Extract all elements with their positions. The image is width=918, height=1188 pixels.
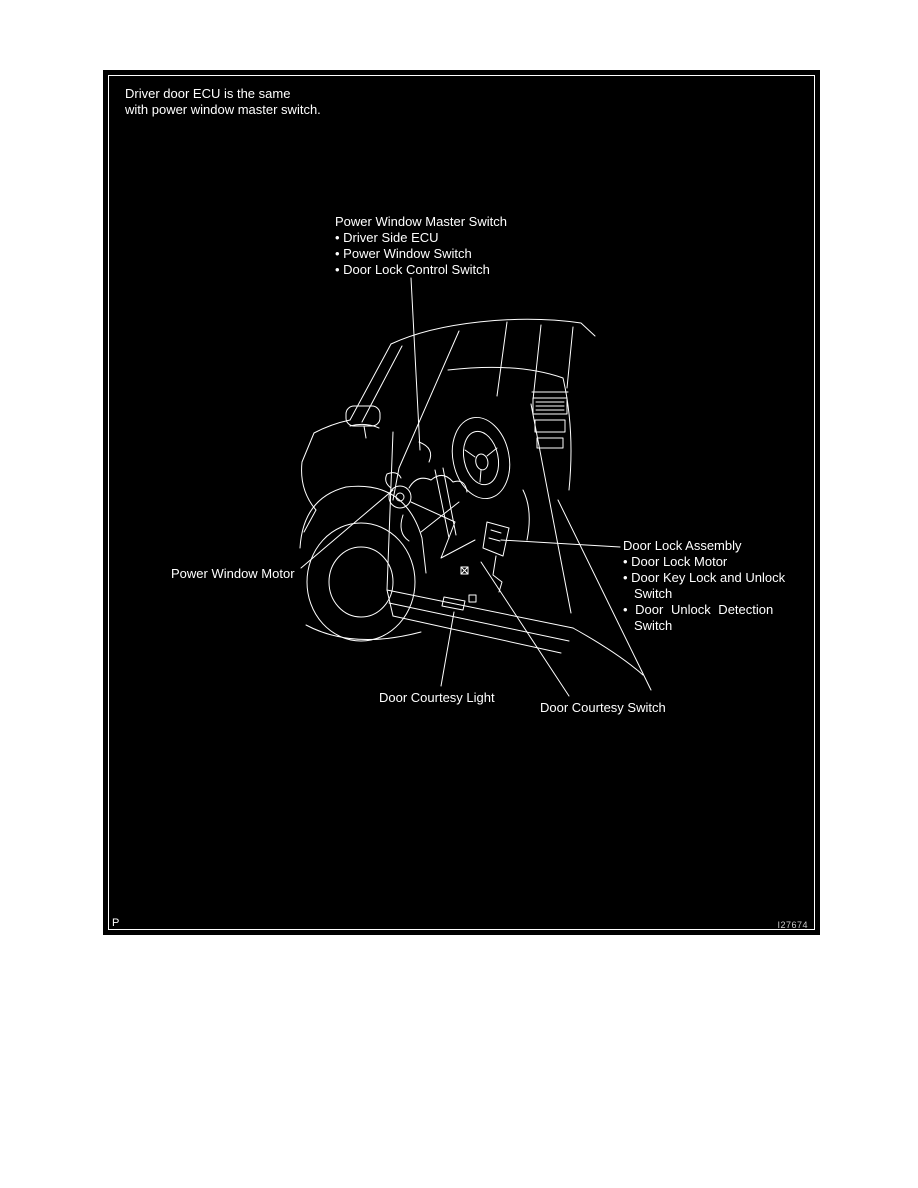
leader-door-courtesy-light — [441, 612, 454, 686]
callout-title: Power Window Master Switch — [335, 214, 507, 229]
callout-item: • Door Lock Control Switch — [335, 262, 490, 277]
note-driver-door-ecu — [125, 86, 321, 118]
callout-item: • Power Window Switch — [335, 246, 472, 261]
leader-door-lock-assembly — [501, 540, 620, 547]
callout-item: • Driver Side ECU — [335, 230, 439, 245]
note-line: Driver door ECU is the same — [125, 86, 291, 101]
label-door-courtesy-switch — [540, 700, 666, 716]
leader-master-switch — [411, 278, 420, 450]
callout-item-continuation: Switch — [634, 586, 673, 601]
figure-id: I27674 — [777, 920, 808, 930]
label-power-window-master-switch — [335, 214, 507, 278]
callout-item: • Door Lock Motor — [623, 554, 728, 569]
diagram-panel — [103, 70, 820, 935]
callout-title: Door Lock Assembly — [623, 538, 742, 553]
car-line-art — [300, 319, 651, 690]
callout-item-continuation: Switch — [634, 618, 673, 633]
callout-title: Door Courtesy Switch — [540, 700, 666, 715]
leader-power-window-motor — [301, 490, 393, 568]
car-diagram — [103, 70, 820, 935]
callout-title: Door Courtesy Light — [379, 690, 495, 705]
page-corner-mark: P — [112, 917, 120, 929]
callout-item: • Door Unlock Detection — [623, 602, 774, 617]
leader-door-courtesy-switch — [481, 562, 569, 696]
label-door-lock-assembly — [623, 538, 785, 634]
callout-item: • Door Key Lock and Unlock — [623, 570, 786, 585]
label-door-courtesy-light — [379, 690, 495, 706]
note-line: with power window master switch. — [125, 102, 321, 117]
label-power-window-motor — [171, 566, 295, 582]
callout-title: Power Window Motor — [171, 566, 295, 581]
